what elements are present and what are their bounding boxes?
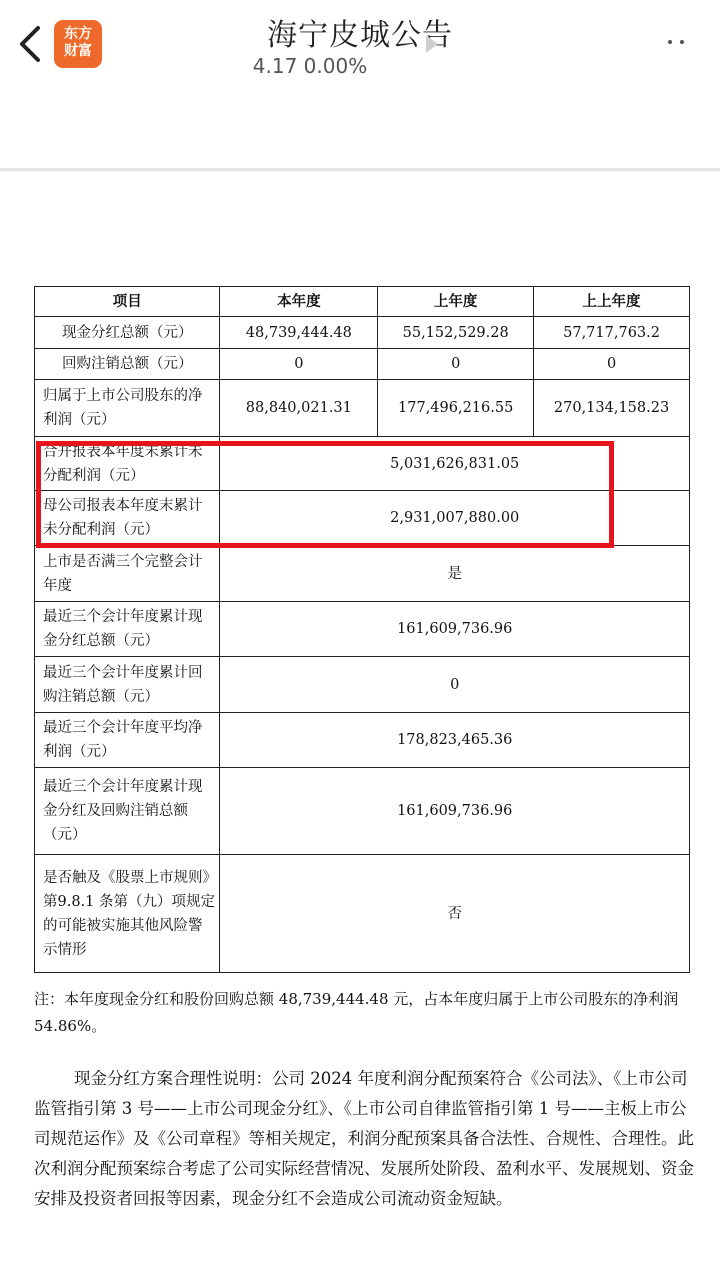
- row-label: 合并报表本年度末累计未分配利润（元）: [35, 437, 220, 491]
- stock-price-change: 4.17 0.00%: [252, 54, 368, 78]
- header-cell: 上上年度: [534, 287, 690, 317]
- top-bar: [0, 0, 720, 90]
- table-row: [35, 855, 690, 973]
- row-label: 最近三个会计年度平均净利润（元）: [35, 713, 220, 768]
- table-cell: 161,609,736.96: [220, 768, 690, 855]
- table-cell: 55,152,529.28: [378, 317, 534, 349]
- header-cell: 本年度: [220, 287, 378, 317]
- table-cell: 57,717,763.2: [534, 317, 690, 349]
- table-cell: 0: [378, 349, 534, 380]
- row-label: 是否触及《股票上市规则》第9.8.1 条第（九）项规定的可能被实施其他风险警示情形: [35, 855, 220, 973]
- header-cell: 项目: [35, 287, 220, 317]
- table-cell: 0: [534, 349, 690, 380]
- highlight-box: [36, 441, 614, 548]
- table-cell: 178,823,465.36: [220, 713, 690, 768]
- table-row: [35, 380, 690, 437]
- row-label: 最近三个会计年度累计现金分红及回购注销总额（元）: [35, 768, 220, 855]
- row-label: 最近三个会计年度累计现金分红总额（元）: [35, 602, 220, 657]
- table-row: [35, 546, 690, 602]
- row-label: 现金分红总额（元）: [35, 317, 220, 349]
- table-cell: 161,609,736.96: [220, 602, 690, 657]
- table-cell: 5,031,626,831.05: [220, 437, 690, 491]
- page-title: 海宁皮城公告: [267, 18, 453, 53]
- table-row: [35, 713, 690, 768]
- row-label: 上市是否满三个完整会计年度: [35, 546, 220, 602]
- table-cell: 48,739,444.48: [220, 317, 378, 349]
- table-note: 注：本年度现金分红和股份回购总额 48,739,444.48 元，占本年度归属于上市公司股东的净利润 54.86%。: [34, 990, 679, 1035]
- row-label: 母公司报表本年度末累计未分配利润（元）: [35, 491, 220, 546]
- table-row: [35, 349, 690, 380]
- table-cell: 0: [220, 349, 378, 380]
- table-row: [35, 657, 690, 713]
- table-header-row: [35, 287, 690, 317]
- logo-line1: 东方: [64, 26, 92, 42]
- table-cell: 是: [220, 546, 690, 602]
- dividend-table: [34, 286, 690, 973]
- row-label: 回购注销总额（元）: [35, 349, 220, 380]
- header-cell: 上年度: [378, 287, 534, 317]
- table-row: [35, 602, 690, 657]
- table-cell: 270,134,158.23: [534, 380, 690, 437]
- table-row: [35, 317, 690, 349]
- more-menu-icon[interactable]: [664, 36, 694, 48]
- table-cell: 0: [220, 657, 690, 713]
- row-label: 最近三个会计年度累计回购注销总额（元）: [35, 657, 220, 713]
- table-cell: 2,931,007,880.00: [220, 491, 690, 546]
- play-icon[interactable]: [426, 35, 438, 53]
- logo-line2: 财富: [64, 43, 92, 59]
- table-cell: 88,840,021.31: [220, 380, 378, 437]
- row-label: 归属于上市公司股东的净利润（元）: [35, 380, 220, 437]
- dividend-rationale-paragraph: 现金分红方案合理性说明：公司 2024 年度利润分配预案符合《公司法》、《上市公司监管指引第 3 号——上市公司现金分红》、《上市公司自律监管指引第 1 号——主板上市公司规范运作》及《公司章程》等相关规定，利润分配预案具备合法性、合规性、合理性。此次利润分配预案综合考虑了公司实际经营情况、发展所处阶段、盈利水平、发展规划、资金安排及投资者回报等因素，现金分红不会造成公司流动资金短缺。: [34, 1069, 694, 1208]
- table-cell: 否: [220, 855, 690, 973]
- table-row: [35, 768, 690, 855]
- header-divider-shadow: [0, 171, 720, 172]
- table-cell: 177,496,216.55: [378, 380, 534, 437]
